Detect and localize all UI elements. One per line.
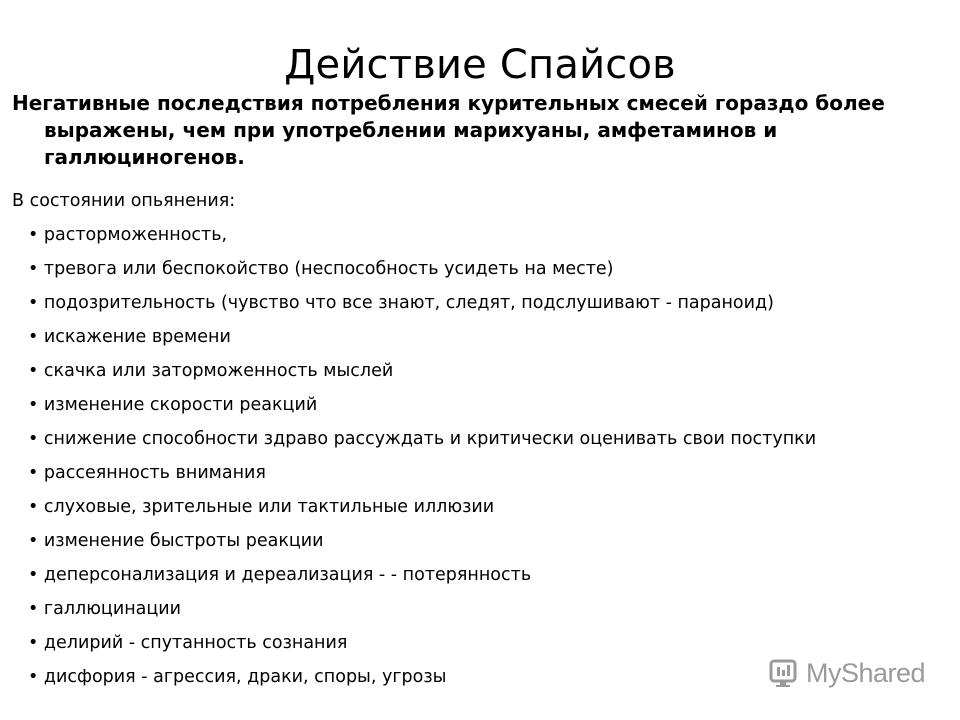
bullet-icon: •: [28, 531, 39, 551]
list-item-text: изменение быстроты реакции: [43, 531, 324, 551]
watermark-logo: [768, 656, 925, 690]
symptom-list: [12, 190, 922, 700]
bullet-icon: •: [28, 225, 39, 245]
list-item: [12, 598, 922, 620]
list-item-text: расторможенность,: [43, 225, 228, 245]
watermark-text: MyShared: [806, 657, 926, 688]
list-item-text: искажение времени: [43, 327, 231, 347]
list-item-text: снижение способности здраво рассуждать и критически оценивать свои поступки: [43, 429, 817, 449]
list-item: [12, 428, 922, 450]
list-item-text: скачка или заторможенность мыслей: [43, 361, 394, 381]
bullet-icon: •: [28, 463, 39, 483]
bullet-icon: •: [28, 633, 39, 653]
list-item: [12, 530, 922, 552]
intro-text: В состоянии опьянения:: [12, 191, 236, 211]
bullet-icon: •: [28, 395, 39, 415]
list-item-text: тревога или беспокойство (неспособность усидеть на месте): [43, 259, 614, 279]
list-item: [12, 394, 922, 416]
bullet-icon: •: [28, 429, 39, 449]
list-item: [12, 224, 922, 246]
bullet-icon: •: [28, 667, 39, 687]
list-item-text: делирий - спутанность сознания: [43, 633, 348, 653]
list-item-text: изменение скорости реакций: [43, 395, 318, 415]
bullet-icon: •: [28, 361, 39, 381]
list-item-text: дисфория - агрессия, драки, споры, угрозы: [43, 667, 447, 687]
list-item-text: деперсонализация и дереализация - - потерянность: [43, 565, 532, 585]
bullet-icon: •: [28, 293, 39, 313]
list-item: [12, 360, 922, 382]
list-item: [12, 496, 922, 518]
list-item: [12, 564, 922, 586]
list-item: [12, 292, 922, 314]
list-item-text: галлюцинации: [43, 599, 182, 619]
list-item: [12, 462, 922, 484]
bullet-icon: •: [28, 497, 39, 517]
list-item-text: рассеянность внимания: [43, 463, 266, 483]
list-item-text: слуховые, зрительные или тактильные иллюзии: [43, 497, 495, 517]
slide-title: Действие Спайсов: [284, 41, 676, 88]
list-item: [12, 258, 922, 280]
bullet-icon: •: [28, 599, 39, 619]
lead-paragraph: Негативные последствия потребления курительных смесей гораздо более выражены, чем при употреблении марихуаны, амфетаминов и галлюциногенов.: [12, 91, 885, 169]
bullet-icon: •: [28, 565, 39, 585]
bullet-icon: •: [28, 259, 39, 279]
list-item-text: подозрительность (чувство что все знают, следят, подслушивают - параноид): [43, 293, 774, 313]
bullet-icon: •: [28, 327, 39, 347]
list-item: [12, 632, 922, 654]
mshared-logo-icon: [768, 657, 802, 689]
list-item: [12, 326, 922, 348]
